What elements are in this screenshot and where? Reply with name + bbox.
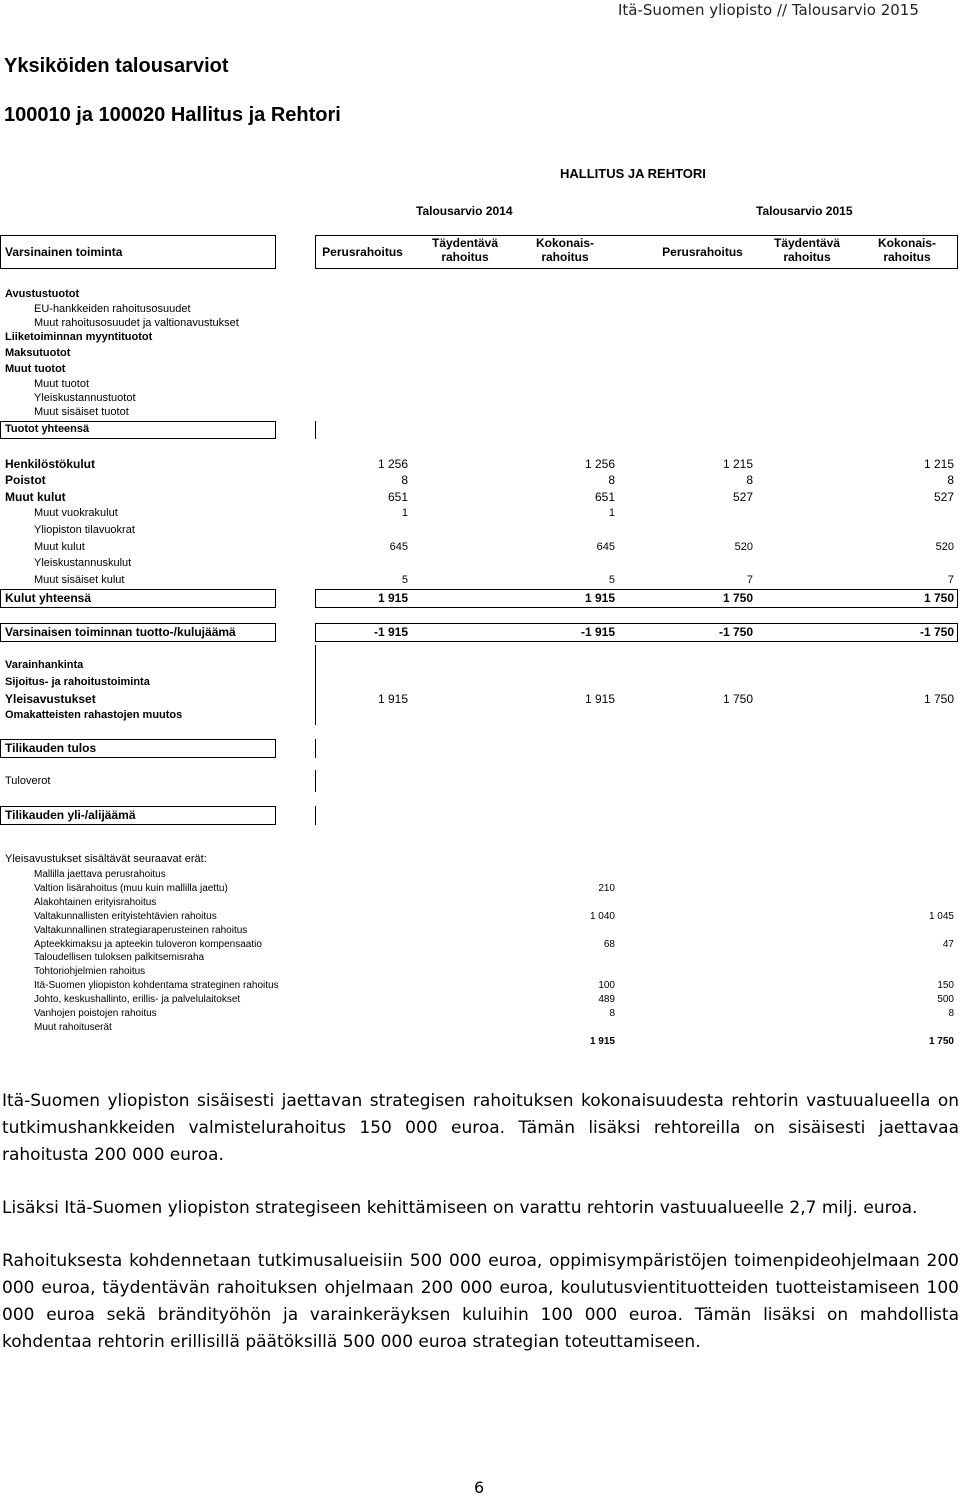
muut-kulut-p15: 527 [732,490,753,504]
paragraph-3: Rahoituksesta kohdennetaan tutkimusalueisiin 500 000 euroa, oppimisympäristöjen toimenpideohjelmaan 200 000 euroa, täydentävän rahoituksen ohjelmaan 200 000 euroa, koulutusvientituotteiden tuotteistamiseen 100 000 euroa sekä brändityöhön ja varainkeräyksen kuluihin 100 000 euroa. Tämän lisäksi on mahdollista kohdentaa rehtorin erillisillä päätöksillä 500 000 euroa strategian toteuttamiseen. [2,1251,959,1352]
breakdown-item-2015: 1 045 [928,911,954,922]
breakdown-item-label: Valtion lisärahoitus (muu kuin mallilla jaettu) [34,883,228,894]
tulos-p15: -1 750 [718,625,753,639]
page-header: Itä-Suomen yliopisto // Talousarvio 2015 [618,1,919,19]
muut-vuokrakulut-k14: 1 [608,507,615,519]
breakdown-item-2015: 47 [942,939,954,950]
col-taydentava-line2: rahoitus [783,250,831,264]
breakdown-item-label: Johto, keskushallinto, erillis- ja palvelulaitokset [34,994,241,1005]
financing-vline [315,645,316,725]
breakdown-item-2015: 500 [937,994,954,1005]
breakdown-item-2014: 1 040 [589,911,615,922]
poistot-label: Poistot [5,473,46,487]
yli-alijaama-label: Tilikauden yli-/alijäämä [5,808,136,822]
muut-vuokrakulut-p14: 1 [401,507,408,519]
henkilostokulut-p15: 1 215 [722,457,753,471]
yleisavustukset-p15: 1 750 [722,692,753,706]
col-perus-2014: Perusrahoitus [322,245,403,259]
col-taydentava-line2: rahoitus [441,250,489,264]
tuloverot-vline [315,770,316,792]
breakdown-total-2015: 1 750 [928,1036,954,1047]
muut-kulut-p14: 651 [387,490,408,504]
breakdown-item-label: Tohtoriohjelmien rahoitus [34,966,146,977]
paragraph-2: Lisäksi Itä-Suomen yliopiston strategiseen kehittämiseen on varattu rehtorin vastuualueelle 2,7 milj. euroa. [2,1198,918,1218]
col-header-box [315,235,958,269]
avustustuotot-label: Avustustuotot [5,288,80,300]
muut-kulut-sub-label: Muut kulut [34,541,85,553]
tuloverot-label: Tuloverot [5,775,51,787]
col-kokonais-line1: Kokonais- [535,236,594,250]
omakatteisten-label: Omakatteisten rahastojen muutos [5,709,183,721]
muut-kulut-sub-p15: 520 [734,541,753,553]
breakdown-item-label: Valtakunnallinen strategiaraperusteinen rahoitus [34,925,248,936]
kulut-yhteensa-label: Kulut yhteensä [5,591,92,605]
yleisavustukset-label: Yleisavustukset [5,692,96,706]
yleisavustukset-k14: 1 915 [584,692,615,706]
tilikauden-tulos-label: Tilikauden tulos [5,741,97,755]
breakdown-item-label: Alakohtainen erityisrahoitus [34,897,157,908]
breakdown-item-label: Vanhojen poistojen rahoitus [34,1008,157,1019]
muut-kulut-label: Muut kulut [5,490,66,504]
poistot-k14: 8 [608,473,615,487]
budget-2014-header: Talousarvio 2014 [416,204,513,218]
budget-2015-header: Talousarvio 2015 [756,204,853,218]
yliopiston-tilavuokrat-label: Yliopiston tilavuokrat [34,524,135,536]
henkilostokulut-p14: 1 256 [377,457,408,471]
muut-kulut-k14: 651 [594,490,615,504]
col-kokonais-line2: rahoitus [541,250,589,264]
col-perus-2015: Perusrahoitus [662,245,743,259]
henkilostokulut-k15: 1 215 [923,457,954,471]
muut-sisaiset-kulut-p15: 7 [746,574,753,586]
tulos-values-box [315,623,958,642]
breakdown-item-label: Apteekkimaksu ja apteekin tuloveron kompensaatio [34,939,262,950]
muut-kulut-sub-k15: 520 [935,541,954,553]
col-kokonais-line2: rahoitus [883,250,931,264]
muut-kulut-sub-p14: 645 [389,541,408,553]
varainhankinta-label: Varainhankinta [5,659,84,671]
muut-vuokrakulut-label: Muut vuokrakulut [34,507,118,519]
section-title: Yksiköiden talousarviot [4,55,229,77]
paragraph-1: Itä-Suomen yliopiston sisäisesti jaettavan strategisen rahoituksen kokonaisuudesta rehtorin vastuualueella on tutkimushankkeiden valmistelurahoitus 150 000 euroa. Tämän lisäksi rehtoreilla on sisäisesti jaettavaa rahoitusta 200 000 euroa. [2,1091,959,1165]
yleiskustannustuotot-label: Yleiskustannustuotot [34,392,136,404]
tulos-k14: -1 915 [580,625,615,639]
table-title: HALLITUS JA REHTORI [560,166,706,181]
poistot-k15: 8 [947,473,954,487]
muut-rahoitusosuudet-label: Muut rahoitusosuudet ja valtionavustukset [34,317,239,329]
henkilostokulut-k14: 1 256 [584,457,615,471]
sijoitus-label: Sijoitus- ja rahoitustoiminta [5,676,150,688]
henkilostokulut-label: Henkilöstökulut [5,457,96,471]
breakdown-title: Yleisavustukset sisältävät seuraavat erät: [5,853,207,865]
kulut-yhteensa-p15: 1 750 [722,591,753,605]
breakdown-item-label: Muut rahoituserät [34,1022,112,1033]
breakdown-item-label: Itä-Suomen yliopiston kohdentama strateginen rahoitus [34,980,279,991]
breakdown-item-2014: 68 [603,939,615,950]
row-header-box [0,235,276,269]
yli-alijaama-vline [315,806,316,825]
poistot-p14: 8 [401,473,408,487]
kulut-yhteensa-k14: 1 915 [584,591,615,605]
breakdown-item-label: Valtakunnallisten erityistehtävien rahoitus [34,911,217,922]
col-taydentava-line1: Täydentävä [773,236,841,250]
breakdown-item-label: Taloudellisen tuloksen palkitsemisraha [34,952,205,963]
yleisavustukset-p14: 1 915 [377,692,408,706]
breakdown-item-2014: 489 [598,994,615,1005]
unit-title: 100010 ja 100020 Hallitus ja Rehtori [4,104,341,126]
muut-sisaiset-kulut-k15: 7 [947,574,954,586]
tulos-label: Varsinaisen toiminnan tuotto-/kulujäämä [5,625,236,639]
tuotot-vline [315,421,316,439]
muut-sisaiset-kulut-label: Muut sisäiset kulut [34,574,125,586]
liiketoiminnan-label: Liiketoiminnan myyntituotot [5,331,153,343]
muut-kulut-k15: 527 [933,490,954,504]
tulos-k15: -1 750 [919,625,954,639]
breakdown-total-2014: 1 915 [589,1036,615,1047]
col-kokonais-line1: Kokonais- [877,236,936,250]
breakdown-item-label: Mallilla jaettava perusrahoitus [34,869,166,880]
muut-tuotot-sub-label: Muut tuotot [34,378,90,390]
muut-sisaiset-kulut-p14: 5 [401,574,408,586]
row-header: Varsinainen toiminta [5,245,123,259]
muut-kulut-sub-k14: 645 [596,541,615,553]
breakdown-item-2014: 210 [598,883,615,894]
muut-sisaiset-tuotot-label: Muut sisäiset tuotot [34,406,129,418]
breakdown-item-2015: 8 [948,1008,954,1019]
yleisavustukset-k15: 1 750 [923,692,954,706]
col-taydentava-line1: Täydentävä [431,236,499,250]
breakdown-item-2014: 100 [598,980,615,991]
kulut-yhteensa-values-box [315,589,958,608]
tuotot-yhteensa-label: Tuotot yhteensä [5,423,90,435]
page-number: 6 [474,1478,485,1497]
tulos-p14: -1 915 [373,625,408,639]
yleiskustannuskulut-label: Yleiskustannuskulut [34,557,132,569]
breakdown-item-2014: 8 [609,1008,615,1019]
muut-sisaiset-kulut-k14: 5 [608,574,615,586]
breakdown-item-2015: 150 [937,980,954,991]
kulut-yhteensa-k15: 1 750 [923,591,954,605]
maksutuotot-label: Maksutuotot [5,347,71,359]
eu-label: EU-hankkeiden rahoitusosuudet [34,303,191,315]
tilikauden-tulos-vline [315,739,316,758]
kulut-yhteensa-p14: 1 915 [377,591,408,605]
muut-tuotot-label: Muut tuotot [5,363,66,375]
poistot-p15: 8 [746,473,753,487]
